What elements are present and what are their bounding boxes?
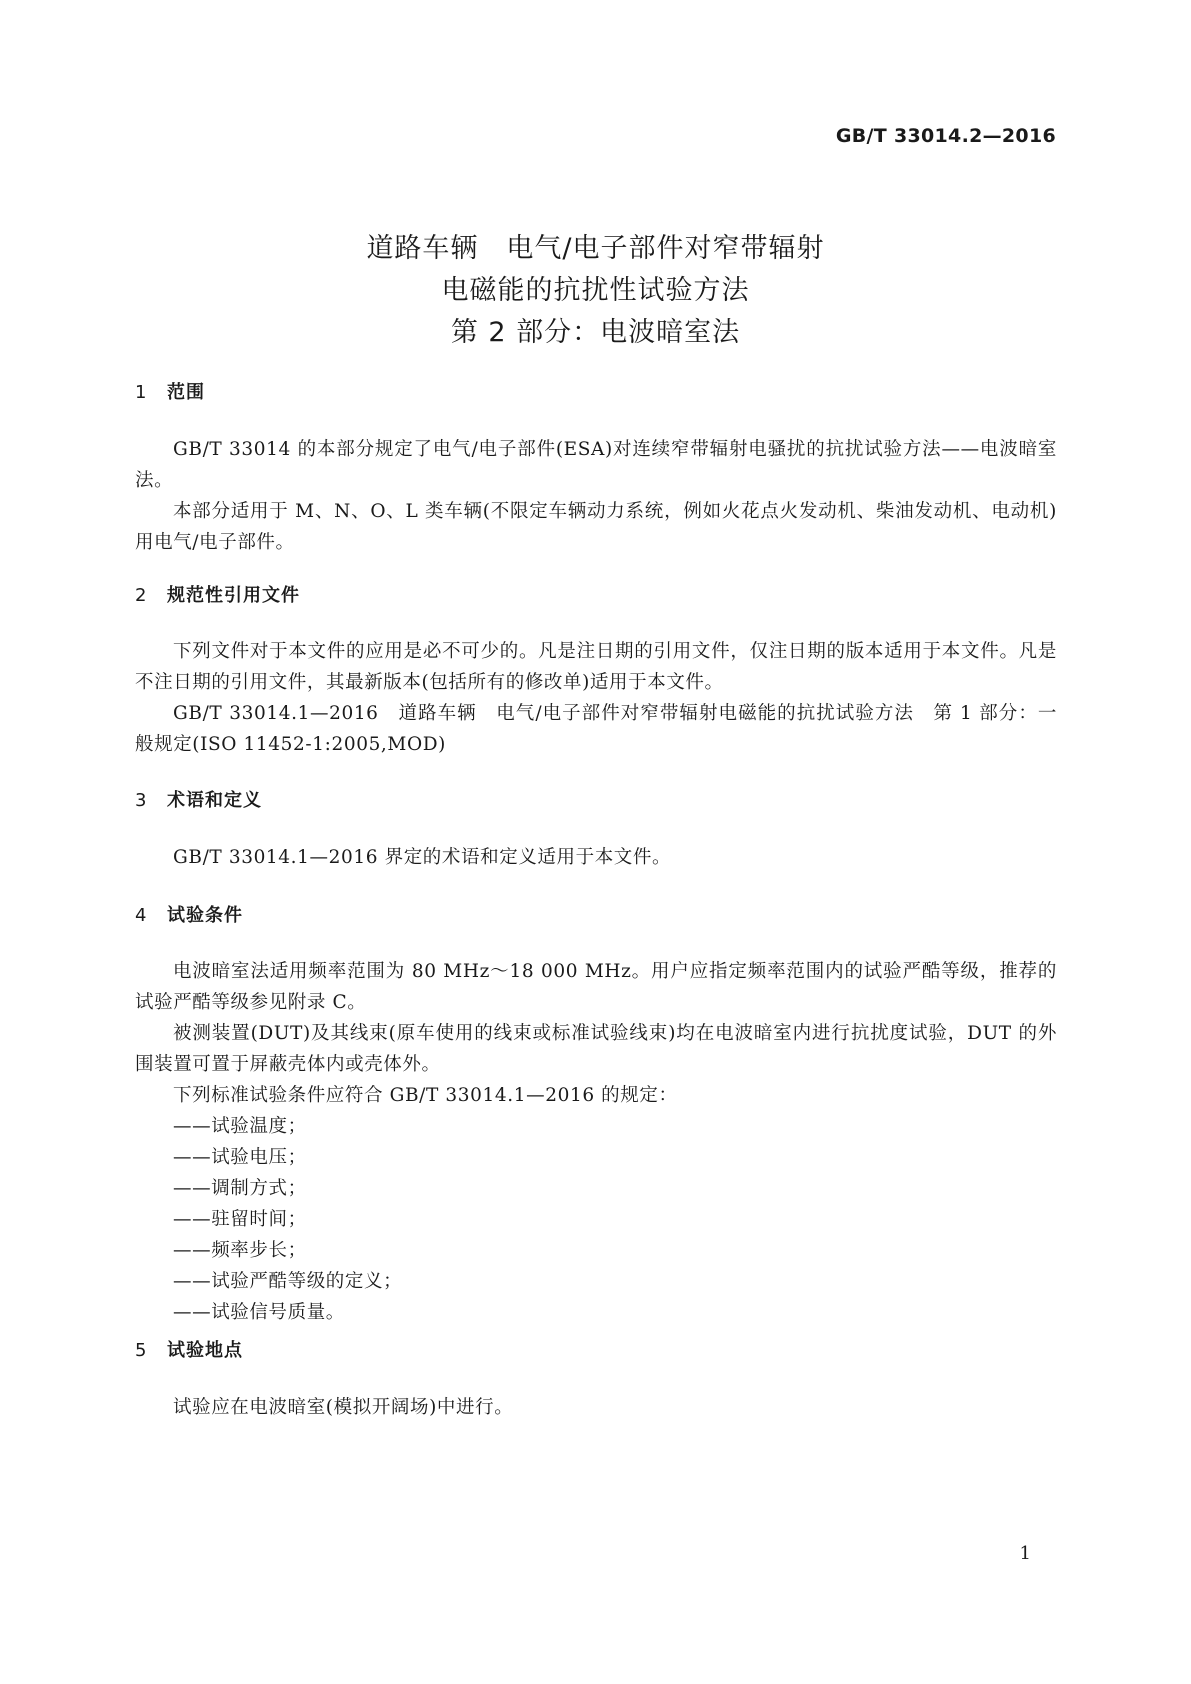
paragraph: GB/T 33014 的本部分规定了电气/电子部件(ESA)对连续窄带辐射电骚扰的抗扰试验方法——电波暗室法。 — [135, 439, 1057, 491]
document-number-header: GB/T 33014.2—2016 — [835, 125, 1056, 147]
section-heading — [135, 785, 1057, 816]
title-line-3: 第 2 部分：电波暗室法 — [450, 317, 741, 348]
section-title: 规范性引用文件 — [167, 585, 300, 606]
section-number: 4 — [135, 905, 148, 926]
paragraph: 下列标准试验条件应符合 GB/T 33014.1—2016 的规定： — [173, 1085, 678, 1106]
list-item: ——频率步长； — [173, 1240, 307, 1261]
title-line-1: 道路车辆 电气/电子部件对窄带辐射 — [366, 233, 825, 264]
section-heading — [135, 580, 1057, 611]
list-item: ——试验严酷等级的定义； — [173, 1271, 403, 1292]
reference-entry: GB/T 33014.1—2016 道路车辆 电气/电子部件对窄带辐射电磁能的抗扰试验方法 第 1 部分：一般规定(ISO 11452-1:2005,MOD) — [135, 703, 1057, 755]
section-test-conditions-body — [135, 956, 1057, 1328]
section-terms-body — [135, 842, 1057, 873]
paragraph: 本部分适用于 M、N、O、L 类车辆(不限定车辆动力系统，例如火花点火发动机、柴油发动机、电动机)用电气/电子部件。 — [135, 501, 1057, 553]
section-normative-references-body — [135, 636, 1057, 760]
page-number: 1 — [1019, 1543, 1031, 1564]
paragraph: 试验应在电波暗室(模拟开阔场)中进行。 — [173, 1397, 514, 1418]
section-title: 试验条件 — [167, 905, 243, 926]
list-item: ——驻留时间； — [173, 1209, 307, 1230]
list-item: ——调制方式； — [173, 1178, 307, 1199]
section-scope — [135, 377, 1057, 408]
paragraph: 电波暗室法适用频率范围为 80 MHz～18 000 MHz。用户应指定频率范围内的试验严酷等级，推荐的试验严酷等级参见附录 C。 — [135, 961, 1057, 1013]
section-title: 术语和定义 — [167, 790, 262, 811]
title-line-2: 电磁能的抗扰性试验方法 — [441, 275, 750, 306]
section-normative-references — [135, 580, 1057, 611]
document-title — [0, 228, 1191, 354]
list-item: ——试验电压； — [173, 1147, 307, 1168]
list-item: ——试验信号质量。 — [173, 1302, 345, 1323]
paragraph: 下列文件对于本文件的应用是必不可少的。凡是注日期的引用文件，仅注日期的版本适用于本文件。凡是不注日期的引用文件，其最新版本(包括所有的修改单)适用于本文件。 — [135, 641, 1057, 693]
paragraph: GB/T 33014.1—2016 界定的术语和定义适用于本文件。 — [173, 847, 672, 868]
list-item: ——试验温度； — [173, 1116, 307, 1137]
section-number: 5 — [135, 1340, 148, 1361]
section-title: 试验地点 — [167, 1340, 243, 1361]
section-heading — [135, 377, 1057, 408]
section-heading — [135, 900, 1057, 931]
paragraph: 被测装置(DUT)及其线束(原车使用的线束或标准试验线束)均在电波暗室内进行抗扰度试验，DUT 的外围装置可置于屏蔽壳体内或壳体外。 — [135, 1023, 1057, 1075]
section-heading — [135, 1335, 1057, 1366]
section-number: 2 — [135, 585, 148, 606]
section-test-location — [135, 1335, 1057, 1366]
section-number: 1 — [135, 382, 148, 403]
section-scope-body — [135, 434, 1057, 558]
section-test-location-body — [135, 1392, 1057, 1423]
section-number: 3 — [135, 790, 148, 811]
section-terms — [135, 785, 1057, 816]
section-title: 范围 — [167, 382, 205, 403]
section-test-conditions — [135, 900, 1057, 931]
